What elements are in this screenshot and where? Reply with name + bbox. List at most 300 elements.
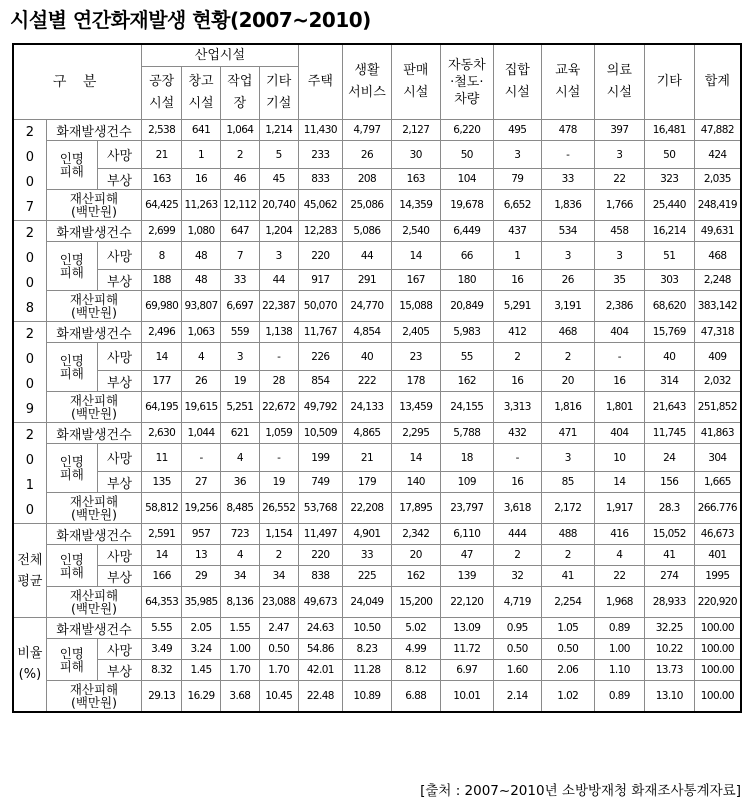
table-cell: 397 — [594, 120, 644, 141]
table-cell: 58,812 — [142, 493, 182, 524]
table-row-deaths — [13, 343, 741, 371]
table-cell: 19,256 — [182, 493, 221, 524]
table-cell: 1,059 — [259, 423, 298, 444]
table-cell: 178 — [391, 371, 440, 392]
table-cell: 14 — [142, 545, 182, 566]
table-cell: 274 — [644, 566, 694, 587]
table-cell: 28 — [259, 371, 298, 392]
table-cell: 266.776 — [694, 493, 741, 524]
table-cell: 23 — [391, 343, 440, 371]
table-row-fires — [13, 221, 741, 242]
table-cell: 44 — [259, 270, 298, 291]
table-cell: 100.00 — [694, 618, 741, 639]
column-header-4 — [259, 67, 298, 120]
table-cell: 14 — [142, 343, 182, 371]
table-row-fires — [13, 618, 741, 639]
row-label-injuries: 부상 — [97, 660, 141, 681]
group-label-line: 7 — [25, 200, 35, 215]
row-label-casualty — [46, 343, 97, 392]
row-label-casualty-line: 피해 — [59, 564, 84, 580]
table-cell: 64,195 — [142, 392, 182, 423]
table-cell: 1.55 — [220, 618, 259, 639]
table-cell: - — [541, 141, 594, 169]
table-cell: 7 — [220, 242, 259, 270]
table-cell: 2,172 — [541, 493, 594, 524]
table-cell: 1,968 — [594, 587, 644, 618]
group-label — [13, 618, 46, 712]
table-cell: - — [493, 444, 541, 472]
table-cell: 93,807 — [182, 291, 221, 322]
table-cell: 1,801 — [594, 392, 644, 423]
table-cell: 30 — [391, 141, 440, 169]
column-header-9 — [493, 44, 541, 120]
table-cell: 22,120 — [440, 587, 493, 618]
table-cell: 3.49 — [142, 639, 182, 660]
column-header-line: 의료 — [606, 63, 632, 78]
table-body — [13, 44, 741, 712]
table-cell: 248,419 — [694, 190, 741, 221]
group-label-line: 0 — [25, 276, 35, 291]
table-cell: 495 — [493, 120, 541, 141]
table-cell: 6.97 — [440, 660, 493, 681]
table-cell: 32.25 — [644, 618, 694, 639]
group-label-line: 2 — [25, 226, 35, 241]
table-cell: 42.01 — [298, 660, 342, 681]
table-cell: 5,291 — [493, 291, 541, 322]
table-cell: 53,768 — [298, 493, 342, 524]
row-label-property — [46, 493, 141, 524]
table-cell: 723 — [220, 524, 259, 545]
table-cell: 220 — [298, 242, 342, 270]
column-header-2 — [182, 67, 221, 120]
row-label-property — [46, 392, 141, 423]
table-cell: 100.00 — [694, 681, 741, 712]
row-label-property-line: 재산피해 — [69, 494, 119, 509]
table-cell: 0.50 — [541, 639, 594, 660]
table-cell: 40 — [343, 343, 392, 371]
table-cell: 10.50 — [343, 618, 392, 639]
column-header-line: 시설 — [504, 85, 530, 100]
group-label-line: 0 — [25, 251, 35, 266]
row-label-casualty — [46, 444, 97, 493]
row-label-deaths: 사망 — [97, 545, 141, 566]
table-cell: 177 — [142, 371, 182, 392]
table-cell: 6.88 — [391, 681, 440, 712]
table-cell: 1.10 — [594, 660, 644, 681]
table-row-property — [13, 392, 741, 423]
table-cell: 4 — [220, 545, 259, 566]
table-cell: 2,540 — [391, 221, 440, 242]
table-cell: 2.14 — [493, 681, 541, 712]
table-cell: 10 — [594, 444, 644, 472]
table-cell: 15,200 — [391, 587, 440, 618]
table-cell: 22,672 — [259, 392, 298, 423]
column-header-7 — [391, 44, 440, 120]
table-cell: 444 — [493, 524, 541, 545]
table-cell: 3,313 — [493, 392, 541, 423]
table-cell: 251,852 — [694, 392, 741, 423]
table-cell: 647 — [220, 221, 259, 242]
table-row-injuries — [13, 270, 741, 291]
row-label-deaths: 사망 — [97, 242, 141, 270]
row-label-fires: 화재발생건수 — [46, 423, 141, 444]
table-cell: 13.73 — [644, 660, 694, 681]
table-cell: 1.70 — [259, 660, 298, 681]
table-cell: 6,449 — [440, 221, 493, 242]
table-cell: 1.05 — [541, 618, 594, 639]
table-cell: 45,062 — [298, 190, 342, 221]
category-header: 구 분 — [13, 44, 142, 120]
table-cell: 48 — [182, 242, 221, 270]
table-cell: 47 — [440, 545, 493, 566]
table-cell: 8.23 — [343, 639, 392, 660]
table-cell: 3 — [220, 343, 259, 371]
group-label-line: 1 — [25, 478, 35, 493]
table-cell: 50 — [644, 141, 694, 169]
table-cell: 34 — [220, 566, 259, 587]
table-cell: 5,983 — [440, 322, 493, 343]
table-cell: 13.10 — [644, 681, 694, 712]
row-label-casualty-line: 피해 — [59, 265, 84, 280]
table-cell: 2 — [541, 343, 594, 371]
row-label-property-line: (백만원) — [70, 305, 117, 320]
column-header-line: 시설 — [403, 85, 429, 100]
table-cell: 10.22 — [644, 639, 694, 660]
table-cell: 404 — [594, 322, 644, 343]
table-row-injuries — [13, 660, 741, 681]
table-cell: 208 — [343, 169, 392, 190]
table-cell: 3 — [259, 242, 298, 270]
table-cell: 833 — [298, 169, 342, 190]
table-row-deaths — [13, 141, 741, 169]
column-header-13 — [694, 44, 741, 120]
table-cell: 412 — [493, 322, 541, 343]
row-label-casualty-line: 피해 — [59, 366, 84, 381]
table-cell: 1.70 — [220, 660, 259, 681]
table-cell: 2 — [220, 141, 259, 169]
row-label-property-line: (백만원) — [70, 406, 117, 421]
table-cell: 35 — [594, 270, 644, 291]
table-cell: 85 — [541, 472, 594, 493]
table-cell: 10.89 — [343, 681, 392, 712]
row-label-casualty-line: 인명 — [59, 151, 84, 166]
table-cell: 26 — [343, 141, 392, 169]
group-label-line: 2 — [25, 327, 35, 342]
table-cell: 135 — [142, 472, 182, 493]
table-cell: 4 — [594, 545, 644, 566]
table-cell: 6,220 — [440, 120, 493, 141]
table-cell: 20 — [541, 371, 594, 392]
column-header-5 — [298, 44, 342, 120]
group-label — [13, 524, 46, 618]
group-label-line: 0 — [25, 150, 35, 165]
table-cell: 16.29 — [182, 681, 221, 712]
table-cell: 162 — [440, 371, 493, 392]
table-row-injuries — [13, 371, 741, 392]
table-cell: 2,295 — [391, 423, 440, 444]
table-cell: 749 — [298, 472, 342, 493]
table-cell: 40 — [644, 343, 694, 371]
table-cell: 47,318 — [694, 322, 741, 343]
table-cell: 12,283 — [298, 221, 342, 242]
table-cell: 4,719 — [493, 587, 541, 618]
column-header-line: 창고 — [188, 74, 214, 89]
table-cell: 21,643 — [644, 392, 694, 423]
table-cell: 559 — [220, 322, 259, 343]
table-cell: 3 — [493, 141, 541, 169]
table-cell: 226 — [298, 343, 342, 371]
table-cell: 26 — [182, 371, 221, 392]
table-cell: 27 — [182, 472, 221, 493]
table-cell: 1,665 — [694, 472, 741, 493]
row-label-fires: 화재발생건수 — [46, 618, 141, 639]
table-cell: 304 — [694, 444, 741, 472]
group-label-line: 평균 — [17, 573, 43, 589]
table-cell: 12,112 — [220, 190, 259, 221]
table-cell: 100.00 — [694, 660, 741, 681]
column-header-line: 생활 — [354, 63, 380, 78]
column-header-line: 시설 — [149, 96, 175, 111]
table-cell: - — [182, 444, 221, 472]
row-label-casualty — [46, 545, 97, 587]
table-cell: 10.45 — [259, 681, 298, 712]
column-header-line: 자동차 — [447, 57, 486, 73]
table-cell: 180 — [440, 270, 493, 291]
group-label-line: 비율 — [17, 646, 43, 662]
table-cell: 24 — [644, 444, 694, 472]
table-cell: 35,985 — [182, 587, 221, 618]
table-cell: 1,064 — [220, 120, 259, 141]
row-label-casualty — [46, 242, 97, 291]
row-label-property — [46, 190, 141, 221]
row-label-casualty-line: 피해 — [59, 164, 84, 179]
table-cell: 1,204 — [259, 221, 298, 242]
table-cell: 2,630 — [142, 423, 182, 444]
table-cell: 0.50 — [259, 639, 298, 660]
table-cell: 49,792 — [298, 392, 342, 423]
column-header-12 — [644, 44, 694, 120]
table-cell: 1.45 — [182, 660, 221, 681]
group-label-line: 0 — [25, 503, 35, 518]
column-header-line: 기타 — [266, 74, 292, 89]
row-label-casualty — [46, 639, 97, 681]
table-cell: 11,430 — [298, 120, 342, 141]
row-label-property — [46, 587, 141, 618]
table-cell: 41,863 — [694, 423, 741, 444]
group-label — [13, 120, 46, 221]
table-cell: 11,767 — [298, 322, 342, 343]
table-cell: 621 — [220, 423, 259, 444]
table-cell: 23,088 — [259, 587, 298, 618]
table-cell: 16 — [493, 371, 541, 392]
table-cell: 1,080 — [182, 221, 221, 242]
group-label-line: 8 — [25, 301, 35, 316]
row-label-deaths: 사망 — [97, 141, 141, 169]
table-cell: 3 — [594, 242, 644, 270]
table-cell: 2.06 — [541, 660, 594, 681]
row-label-injuries: 부상 — [97, 371, 141, 392]
table-cell: 2,538 — [142, 120, 182, 141]
column-header-line: 장 — [233, 96, 247, 111]
table-cell: 4,865 — [343, 423, 392, 444]
row-label-casualty-line: 피해 — [59, 658, 84, 674]
table-cell: 15,052 — [644, 524, 694, 545]
table-cell: 11,745 — [644, 423, 694, 444]
table-cell: 2,405 — [391, 322, 440, 343]
table-cell: 383,142 — [694, 291, 741, 322]
table-cell: 13,459 — [391, 392, 440, 423]
table-cell: 46 — [220, 169, 259, 190]
row-label-fires: 화재발생건수 — [46, 322, 141, 343]
table-cell: 33 — [220, 270, 259, 291]
table-cell: 8.32 — [142, 660, 182, 681]
row-label-property-line: 재산피해 — [69, 393, 119, 408]
table-cell: 24,770 — [343, 291, 392, 322]
table-cell: 957 — [182, 524, 221, 545]
table-cell: 49,673 — [298, 587, 342, 618]
table-cell: 2 — [493, 545, 541, 566]
table-cell: 220,920 — [694, 587, 741, 618]
table-cell: 471 — [541, 423, 594, 444]
table-cell: 16 — [182, 169, 221, 190]
table-cell: 0.89 — [594, 681, 644, 712]
table-cell: 48 — [182, 270, 221, 291]
table-cell: 2,032 — [694, 371, 741, 392]
table-cell: 1.60 — [493, 660, 541, 681]
table-cell: - — [594, 343, 644, 371]
row-label-deaths: 사망 — [97, 343, 141, 371]
table-cell: 19 — [259, 472, 298, 493]
source-note: [출처 : 2007~2010년 소방방재청 화재조사통계자료] — [420, 783, 741, 799]
table-cell: 20,740 — [259, 190, 298, 221]
table-cell: 3 — [541, 242, 594, 270]
table-cell: 5.02 — [391, 618, 440, 639]
table-cell: 17,895 — [391, 493, 440, 524]
table-cell: 41 — [541, 566, 594, 587]
table-cell: 64,353 — [142, 587, 182, 618]
table-cell: 468 — [541, 322, 594, 343]
row-label-casualty-line: 인명 — [59, 645, 84, 661]
table-cell: 5,086 — [343, 221, 392, 242]
table-cell: 291 — [343, 270, 392, 291]
group-label-line: 2 — [25, 428, 35, 443]
table-cell: 139 — [440, 566, 493, 587]
table-cell: 2,699 — [142, 221, 182, 242]
table-cell: 424 — [694, 141, 741, 169]
table-cell: 2,127 — [391, 120, 440, 141]
table-cell: 14 — [391, 444, 440, 472]
column-header-line: 주택 — [307, 74, 333, 89]
table-cell: 2 — [541, 545, 594, 566]
column-header-line: 교육 — [555, 63, 581, 78]
table-cell: 917 — [298, 270, 342, 291]
row-label-casualty-line: 피해 — [59, 467, 84, 482]
group-label-line: (%) — [18, 667, 42, 683]
table-cell: 16 — [594, 371, 644, 392]
table-cell: 2,248 — [694, 270, 741, 291]
table-cell: 199 — [298, 444, 342, 472]
table-cell: 14 — [594, 472, 644, 493]
table-cell: 3,618 — [493, 493, 541, 524]
table-cell: 162 — [391, 566, 440, 587]
table-cell: 468 — [694, 242, 741, 270]
column-header-line: 집합 — [504, 63, 530, 78]
table-cell: - — [259, 444, 298, 472]
column-header-10 — [541, 44, 594, 120]
table-cell: 1.00 — [220, 639, 259, 660]
table-cell: 104 — [440, 169, 493, 190]
group-label-line: 0 — [25, 377, 35, 392]
table-cell: 163 — [391, 169, 440, 190]
table-cell: 437 — [493, 221, 541, 242]
table-cell: 16 — [493, 270, 541, 291]
table-cell: 0.95 — [493, 618, 541, 639]
table-cell: 6,110 — [440, 524, 493, 545]
table-cell: 1,063 — [182, 322, 221, 343]
table-cell: 45 — [259, 169, 298, 190]
table-row-deaths — [13, 242, 741, 270]
table-row-fires — [13, 322, 741, 343]
table-cell: 1,836 — [541, 190, 594, 221]
column-header-line: 공장 — [149, 74, 175, 89]
table-cell: 2.47 — [259, 618, 298, 639]
table-cell: 314 — [644, 371, 694, 392]
row-label-property — [46, 681, 141, 712]
table-cell: 10,509 — [298, 423, 342, 444]
row-label-property-line: 재산피해 — [69, 681, 119, 697]
table-cell: 24,133 — [343, 392, 392, 423]
table-cell: 20,849 — [440, 291, 493, 322]
table-cell: 4 — [182, 343, 221, 371]
table-cell: 5,788 — [440, 423, 493, 444]
row-label-property-line: 재산피해 — [69, 588, 119, 603]
table-cell: 534 — [541, 221, 594, 242]
table-cell: 225 — [343, 566, 392, 587]
table-cell: 11,263 — [182, 190, 221, 221]
column-header-8 — [440, 44, 493, 120]
table-cell: 54.86 — [298, 639, 342, 660]
table-row-injuries — [13, 472, 741, 493]
table-row-injuries — [13, 169, 741, 190]
column-header-11 — [594, 44, 644, 120]
table-cell: 2.05 — [182, 618, 221, 639]
table-cell: 19,678 — [440, 190, 493, 221]
table-cell: 3,191 — [541, 291, 594, 322]
table-cell: 55 — [440, 343, 493, 371]
column-header-line: 합계 — [704, 74, 730, 89]
table-cell: 4,854 — [343, 322, 392, 343]
table-cell: 79 — [493, 169, 541, 190]
table-cell: 4,797 — [343, 120, 392, 141]
table-cell: 2,342 — [391, 524, 440, 545]
table-cell: 15,088 — [391, 291, 440, 322]
table-row-fires — [13, 423, 741, 444]
table-row-fires — [13, 120, 741, 141]
table-cell: 401 — [694, 545, 741, 566]
table-cell: 33 — [541, 169, 594, 190]
table-row-property — [13, 291, 741, 322]
table-cell: 24,155 — [440, 392, 493, 423]
table-cell: 8,136 — [220, 587, 259, 618]
page-title: 시설별 연간화재발생 현황(2007~2010) — [10, 8, 371, 32]
table-cell: 3 — [594, 141, 644, 169]
column-header-line: 기타 — [656, 74, 682, 89]
table-cell: 458 — [594, 221, 644, 242]
row-label-injuries: 부상 — [97, 169, 141, 190]
table-cell: 140 — [391, 472, 440, 493]
table-cell: 36 — [220, 472, 259, 493]
row-label-casualty-line: 인명 — [59, 551, 84, 567]
